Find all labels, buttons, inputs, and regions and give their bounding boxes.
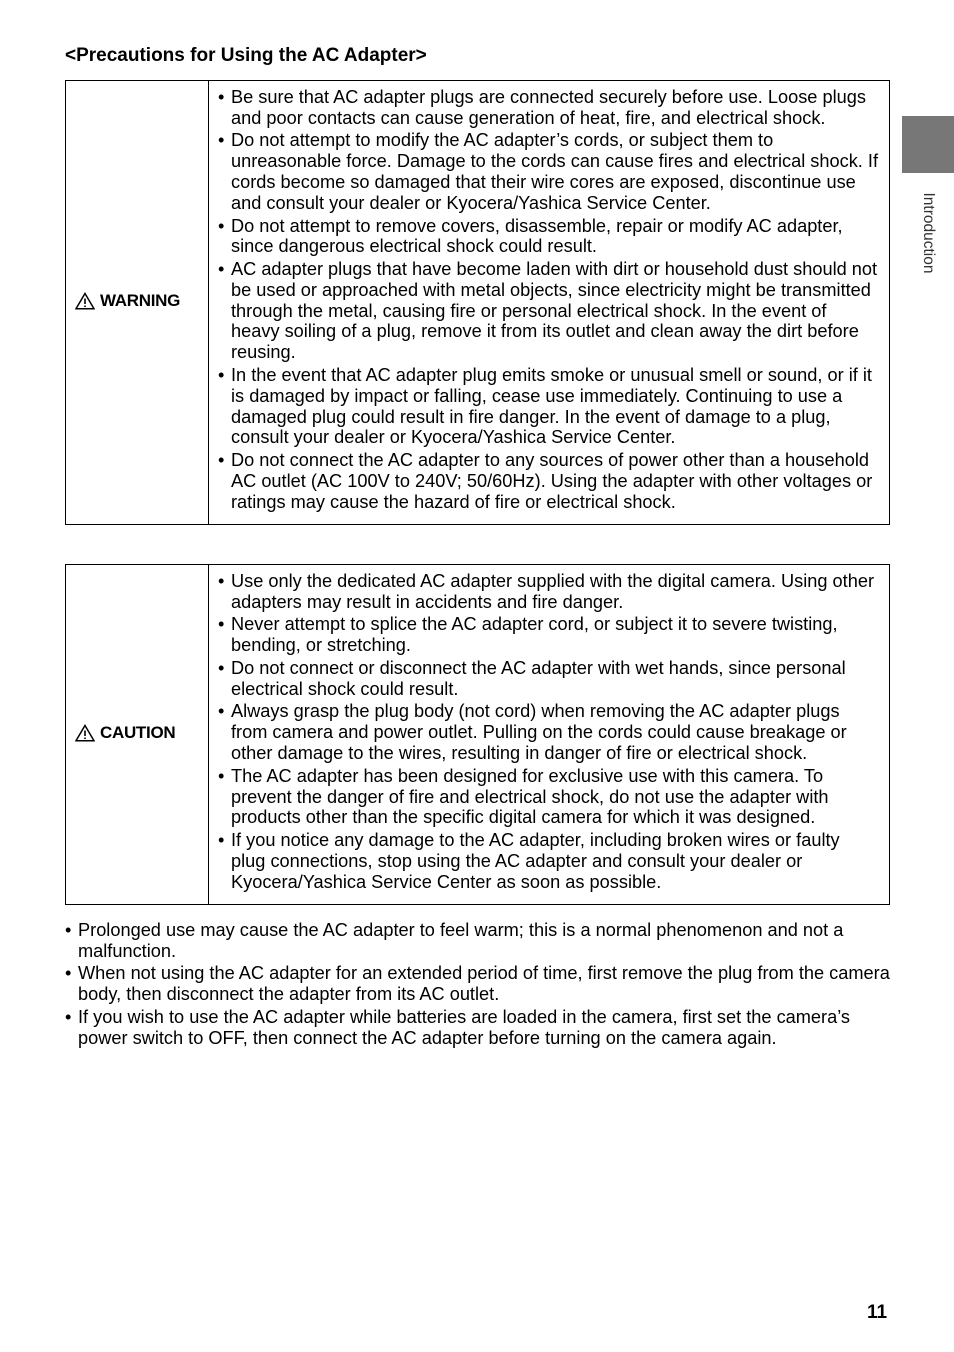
- list-item: • Never attempt to splice the AC adapter cord, or subject it to severe twisting, bending, or stretching.: [218, 614, 879, 656]
- section-tab-marker: [902, 116, 954, 173]
- list-item: • When not using the AC adapter for an extended period of time, first remove the plug from the camera body, then disconnect the adapter from its AC outlet.: [65, 963, 890, 1005]
- list-item: • Do not attempt to modify the AC adapter’s cords, or subject them to unreasonable force. Damage to the cords can cause fires and electrical shock. If cords become so damaged that their wire cores are exposed, discontinue use and consult your dealer or Kyocera/Yashica Service Center.: [218, 130, 879, 213]
- warning-list: [218, 87, 879, 512]
- list-item: • In the event that AC adapter plug emits smoke or unusual smell or sound, or if it is damaged by impact or falling, cease use immediately. Continuing to use a damaged plug could result in fire danger. In the event of damage to a plug, consult your dealer or Kyocera/Yashica Service Center.: [218, 365, 879, 448]
- caution-label: [75, 723, 175, 743]
- list-item: • Always grasp the plug body (not cord) when removing the AC adapter plugs from camera and power outlet. Pulling on the cords could cause breakage or other damage to the wires, resulting in danger of fire or electrical shock.: [218, 701, 879, 763]
- list-item: • The AC adapter has been designed for exclusive use with this camera. To prevent the danger of fire and electrical shock, do not use the adapter with products other than the specific digital camera for which it was designed.: [218, 766, 879, 828]
- list-item: • Be sure that AC adapter plugs are connected securely before use. Loose plugs and poor contacts can cause generation of heat, fire, and electrical shock.: [218, 87, 879, 129]
- warning-label-cell: [66, 81, 209, 525]
- page-number: 11: [867, 1302, 888, 1323]
- list-item: • Do not connect the AC adapter to any sources of power other than a household AC outlet (AC 100V to 240V; 50/60Hz). Using the adapter with other voltages or ratings may cause the hazard of fire or electrical shock.: [218, 450, 879, 512]
- list-item: • If you notice any damage to the AC adapter, including broken wires or faulty plug connections, stop using the AC adapter and consult your dealer or Kyocera/Yashica Service Center as soon as possible.: [218, 830, 879, 892]
- list-item: • Prolonged use may cause the AC adapter to feel warm; this is a normal phenomenon and not a malfunction.: [65, 920, 890, 962]
- list-item: • Use only the dedicated AC adapter supplied with the digital camera. Using other adapters may result in accidents and fire danger.: [218, 571, 879, 613]
- warning-box: [65, 80, 890, 525]
- list-item: • If you wish to use the AC adapter while batteries are loaded in the camera, first set the camera’s power switch to OFF, then connect the AC adapter before turning on the camera again.: [65, 1007, 890, 1049]
- page-heading: <Precautions for Using the AC Adapter>: [65, 45, 427, 66]
- notes-section: [65, 920, 890, 1050]
- section-tab-label: Introduction: [920, 192, 937, 274]
- caution-list: [218, 571, 879, 892]
- list-item: • Do not attempt to remove covers, disassemble, repair or modify AC adapter, since dangerous electrical shock could result.: [218, 216, 879, 258]
- caution-box: [65, 564, 890, 905]
- caution-label-text: CAUTION: [100, 722, 176, 742]
- warning-triangle-icon: [75, 292, 95, 310]
- list-item: • AC adapter plugs that have become laden with dirt or household dust should not be used or approached with metal objects, since electricity might be transmitted through the metal, causing fire or personal electrical shock. In the event of heavy soiling of a plug, remove it from its outlet and clean away the dirt before reusing.: [218, 259, 879, 363]
- caution-label-cell: [66, 565, 209, 905]
- warning-content: [209, 81, 890, 525]
- caution-content: [209, 565, 890, 905]
- warning-label-text: WARNING: [100, 290, 181, 310]
- warning-label: [75, 291, 180, 311]
- notes-list: [65, 920, 890, 1049]
- warning-triangle-icon: [75, 724, 95, 742]
- list-item: • Do not connect or disconnect the AC adapter with wet hands, since personal electrical shock could result.: [218, 658, 879, 700]
